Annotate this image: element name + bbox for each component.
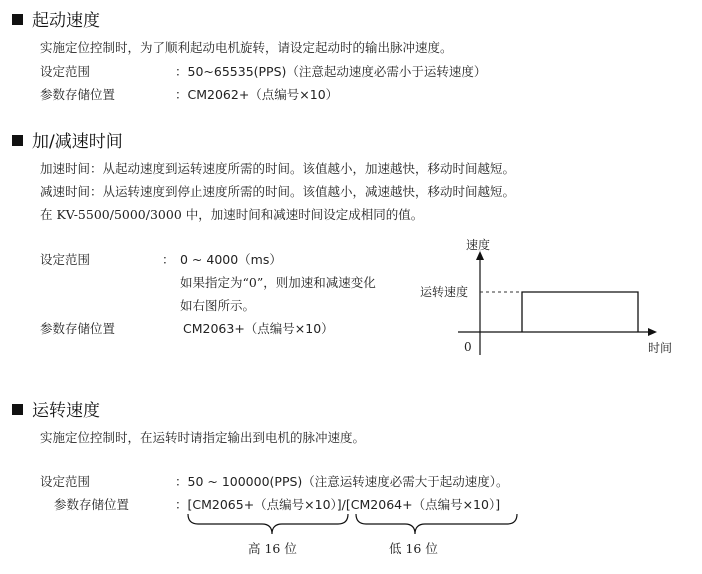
run-speed-description: 实施定位控制时，在运转时请指定输出到电机的脉冲速度。 (40, 430, 366, 445)
y-axis-arrow-icon (476, 251, 484, 260)
run-speed-range-value: ：50 ~ 100000(PPS)（注意运转速度必需大于起动速度）。 (175, 474, 509, 489)
high-16-bit-brace (188, 514, 348, 534)
zero-behavior-note-line1: 如果指定为“0”，则加速和减速变化 (180, 275, 376, 290)
square-bullet-icon (12, 14, 23, 25)
section-heading-accel-decel-time (12, 127, 123, 152)
section-title: 运转速度 (32, 401, 100, 421)
accel-param-label: 参数存储位置 (40, 321, 116, 336)
start-speed-range-value: ：50~65535(PPS)（注意起动速度必需小于运转速度） (175, 64, 487, 79)
bit-range-braces (180, 512, 530, 544)
zero-behavior-note-line2: 如右图所示。 (180, 298, 256, 313)
high-16-bit-label: 高 16 位 (248, 541, 297, 556)
same-value-note: 在 KV-5500/5000/3000 中，加速时间和减速时间设定成相同的值。 (40, 207, 424, 222)
start-speed-description: 实施定位控制时，为了顺利起动电机旋转，请设定起动时的输出脉冲速度。 (40, 40, 453, 55)
accel-param-value: CM2063+（点编号×10） (183, 321, 334, 336)
x-axis-label: 时间 (648, 341, 673, 355)
speed-profile (522, 292, 638, 332)
decel-time-description: 减速时间：从运转速度到停止速度所需的时间。该值越小，减速越快，移动时间越短。 (40, 184, 516, 199)
x-axis-arrow-icon (648, 328, 657, 336)
origin-label: 0 (464, 340, 472, 354)
low-16-bit-label: 低 16 位 (389, 541, 438, 556)
start-speed-param-value: ：CM2062+（点编号×10） (175, 87, 339, 102)
run-speed-range-label: 设定范围 (40, 474, 91, 489)
section-heading-run-speed (12, 396, 100, 421)
run-speed-param-value: ：[CM2065+（点编号×10）]/[CM2064+（点编号×10）] (175, 497, 501, 512)
accel-range-label: 设定范围 (40, 252, 91, 267)
square-bullet-icon (12, 135, 23, 146)
accel-time-description: 加速时间：从起动速度到运转速度所需的时间。该值越小，加速越快，移动时间越短。 (40, 161, 516, 176)
section-title: 加/减速时间 (32, 132, 123, 152)
accel-range-value: 0 ~ 4000（ms） (180, 252, 282, 267)
start-speed-param-label: 参数存储位置 (40, 87, 116, 102)
section-title: 起动速度 (32, 11, 100, 31)
run-speed-param-label: 参数存储位置 (54, 497, 130, 512)
start-speed-range-label: 设定范围 (40, 64, 91, 79)
speed-time-diagram (410, 235, 690, 365)
run-speed-label: 运转速度 (420, 285, 469, 299)
y-axis-label: 速度 (466, 238, 491, 252)
low-16-bit-brace (356, 514, 517, 534)
section-heading-start-speed (12, 6, 100, 31)
accel-range-colon: ： (162, 252, 175, 267)
square-bullet-icon (12, 404, 23, 415)
